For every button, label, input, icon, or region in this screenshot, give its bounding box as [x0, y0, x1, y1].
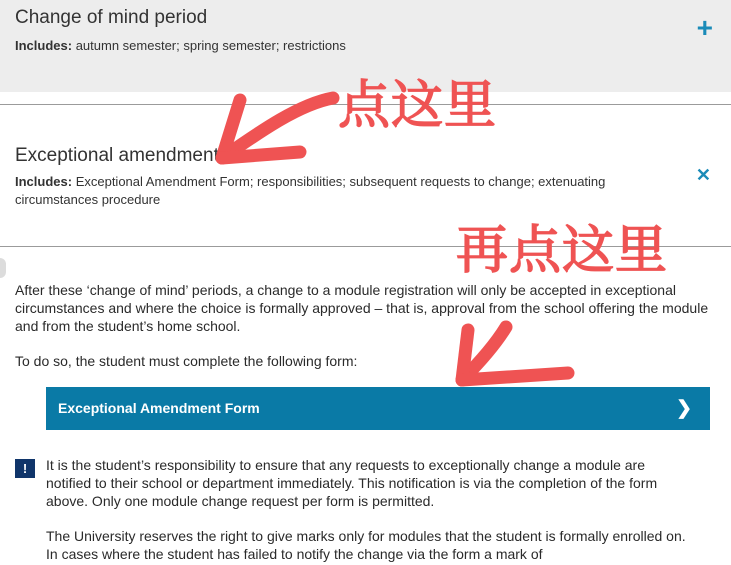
accordion-title[interactable]: Exceptional amendment — [15, 145, 219, 166]
accordion-title[interactable]: Change of mind period — [15, 7, 208, 28]
collapse-close-icon[interactable]: ✕ — [695, 165, 711, 185]
includes-label: Includes: — [15, 174, 73, 189]
annotation-text-1: 点这里 — [338, 76, 498, 136]
body-paragraph: To do so, the student must complete the following form: — [15, 353, 358, 369]
notice-paragraph: The University reserves the right to give marks only for modules that the student is formally enrolled on. In cases where the student has failed to notify the change via the form a mark of — [46, 528, 686, 562]
accordion-includes — [15, 173, 675, 209]
includes-text: Exceptional Amendment Form; responsibilities; subsequent requests to change; extenuating circumstances procedure — [15, 174, 606, 207]
scroll-handle — [0, 258, 6, 278]
exceptional-amendment-form-button[interactable] — [46, 387, 710, 430]
annotation-text-2: 再点这里 — [456, 221, 669, 281]
chevron-right-icon: ❯ — [676, 398, 692, 419]
expand-plus-icon[interactable]: + — [696, 12, 713, 43]
accordion-includes — [15, 37, 346, 55]
alert-icon: ! — [15, 459, 35, 478]
arrow-annotation-1 — [222, 98, 333, 158]
includes-text: autumn semester; spring semester; restrictions — [72, 38, 346, 53]
arrowhead-2b — [462, 373, 568, 380]
body-paragraph: After these ‘change of mind’ periods, a change to a module registration will only be accepted in exceptional circumstances and where the choice is formally approved – that is, approval from the school offering the module and from the student’s home school. — [15, 282, 709, 334]
notice-paragraph: It is the student’s responsibility to ensure that any requests to exceptionally change a module are notified to their school or department immediately. This notification is via the completion of the form above. Only one module change request per form is permitted. — [46, 457, 658, 509]
includes-label: Includes: — [15, 38, 73, 53]
arrowhead-1a — [222, 100, 240, 158]
arrowhead-1b — [222, 152, 300, 158]
form-button-label: Exceptional Amendment Form — [58, 400, 260, 416]
